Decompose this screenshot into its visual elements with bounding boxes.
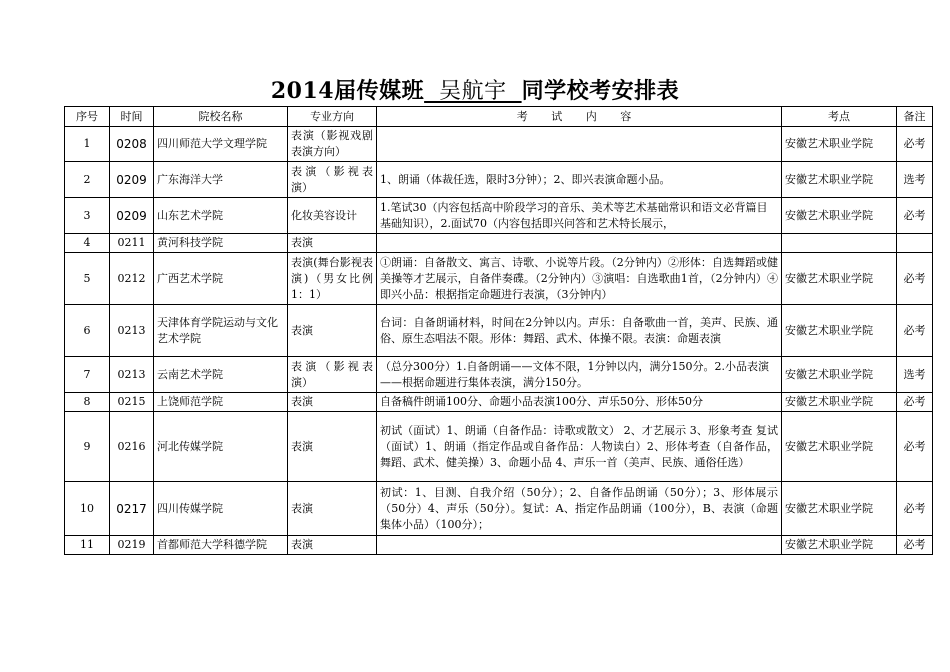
row-content: ①朗诵：自备散文、寓言、诗歌、小说等片段。（2分钟内）②形体：自选舞蹈或健美操等才艺展示，自备伴奏碟。（2分钟内）③演唱：自选歌曲1首，（2分钟内）④即兴小品：根据指定命题进行表演，（3分钟内） [377, 253, 782, 305]
row-note: 必考 [897, 253, 933, 305]
row-school: 四川传媒学院 [154, 482, 288, 536]
row-exam-site [782, 234, 897, 253]
table-row [65, 482, 933, 536]
row-note: 必考 [897, 412, 933, 482]
row-time: 0215 [110, 393, 154, 412]
row-school: 四川师范大学文理学院 [154, 127, 288, 162]
row-note [897, 234, 933, 253]
row-content [377, 536, 782, 555]
row-time: 0216 [110, 412, 154, 482]
table-row [65, 253, 933, 305]
table-row [65, 412, 933, 482]
row-content: 台词：自备朗诵材料，时间在2分钟以内。声乐：自备歌曲一首，美声、民族、通俗、原生态唱法不限。形体：舞蹈、武术、体操不限。表演：命题表演 [377, 305, 782, 357]
row-major: 化妆美容设计 [288, 198, 377, 234]
row-exam-site: 安徽艺术职业学院 [782, 253, 897, 305]
row-time: 0211 [110, 234, 154, 253]
row-major: 表演（影视表演） [288, 357, 377, 393]
row-exam-site: 安徽艺术职业学院 [782, 393, 897, 412]
row-no: 7 [65, 357, 110, 393]
row-major: 表演 [288, 536, 377, 555]
table-row [65, 127, 933, 162]
table-row [65, 536, 933, 555]
student-name: 吴航宇 [424, 79, 522, 104]
row-note: 必考 [897, 127, 933, 162]
row-exam-site: 安徽艺术职业学院 [782, 198, 897, 234]
row-exam-site: 安徽艺术职业学院 [782, 482, 897, 536]
row-content [377, 127, 782, 162]
table-row [65, 198, 933, 234]
row-content [377, 234, 782, 253]
row-school: 上饶师范学院 [154, 393, 288, 412]
row-no: 1 [65, 127, 110, 162]
row-major: 表演 [288, 305, 377, 357]
row-content: 自备稿件朗诵100分、命题小品表演100分、声乐50分、形体50分 [377, 393, 782, 412]
row-exam-site: 安徽艺术职业学院 [782, 536, 897, 555]
row-time: 0208 [110, 127, 154, 162]
row-content: 初试：1、目测、自我介绍（50分）；2、自备作品朗诵（50分）；3、形体展示（50分）4、声乐（50分）。复试：A、指定作品朗诵（100分），B、表演（命题集体小品）（100分）； [377, 482, 782, 536]
row-major: 表演 [288, 234, 377, 253]
row-major: 表演（影视表演） [288, 162, 377, 198]
row-time: 0209 [110, 198, 154, 234]
row-school: 云南艺术学院 [154, 357, 288, 393]
row-no: 10 [65, 482, 110, 536]
row-major: 表演 [288, 482, 377, 536]
row-no: 6 [65, 305, 110, 357]
header-school: 院校名称 [154, 107, 288, 127]
table-row [65, 162, 933, 198]
row-major: 表演 [288, 393, 377, 412]
row-time: 0213 [110, 357, 154, 393]
row-school: 广西艺术学院 [154, 253, 288, 305]
row-note: 选考 [897, 357, 933, 393]
row-note: 选考 [897, 162, 933, 198]
row-time: 0219 [110, 536, 154, 555]
row-no: 4 [65, 234, 110, 253]
row-content: （总分300分）1.自备朗诵——文体不限，1分钟以内，满分150分。2.小品表演——根据命题进行集体表演，满分150分。 [377, 357, 782, 393]
header-content: 考 试 内 容 [377, 107, 782, 127]
row-exam-site: 安徽艺术职业学院 [782, 357, 897, 393]
row-exam-site: 安徽艺术职业学院 [782, 305, 897, 357]
row-time: 0217 [110, 482, 154, 536]
row-time: 0212 [110, 253, 154, 305]
row-school: 广东海洋大学 [154, 162, 288, 198]
row-note: 必考 [897, 393, 933, 412]
row-exam-site: 安徽艺术职业学院 [782, 412, 897, 482]
header-row [65, 107, 933, 127]
document-title [0, 74, 950, 105]
title-suffix: 同学校考安排表 [521, 78, 680, 104]
table-row [65, 234, 933, 253]
row-exam-site: 安徽艺术职业学院 [782, 162, 897, 198]
row-note: 必考 [897, 198, 933, 234]
row-content: 1.笔试30（内容包括高中阶段学习的音乐、美术等艺术基础常识和语文必背篇目基础知识），2.面试70（内容包括即兴问答和艺术特长展示， [377, 198, 782, 234]
row-no: 2 [65, 162, 110, 198]
header-exam-site: 考点 [782, 107, 897, 127]
row-time: 0213 [110, 305, 154, 357]
row-content: 初试（面试）1、朗诵（自备作品：诗歌或散文） 2、才艺展示 3、形象考查 复试（面试）1、朗诵（指定作品或自备作品：人物读白）2、形体考查（自备作品，舞蹈、武术、健美操）3、命题小品 4、声乐一首（美声、民族、通俗任选） [377, 412, 782, 482]
table-row [65, 305, 933, 357]
row-no: 11 [65, 536, 110, 555]
row-note: 必考 [897, 536, 933, 555]
header-major: 专业方向 [288, 107, 377, 127]
row-no: 8 [65, 393, 110, 412]
row-major: 表演（影视戏剧表演方向） [288, 127, 377, 162]
title-prefix: 2014届传媒班 [270, 78, 425, 104]
row-content: 1、朗诵（体裁任选，限时3分钟）；2、即兴表演命题小品。 [377, 162, 782, 198]
row-time: 0209 [110, 162, 154, 198]
row-school: 首都师范大学科德学院 [154, 536, 288, 555]
table-row [65, 357, 933, 393]
header-no: 序号 [65, 107, 110, 127]
table-row [65, 393, 933, 412]
row-exam-site: 安徽艺术职业学院 [782, 127, 897, 162]
row-note: 必考 [897, 482, 933, 536]
row-note: 必考 [897, 305, 933, 357]
row-major: 表演(舞台影视表演)（男女比例1：1） [288, 253, 377, 305]
exam-schedule-table [64, 106, 933, 555]
row-school: 黄河科技学院 [154, 234, 288, 253]
row-school: 河北传媒学院 [154, 412, 288, 482]
row-no: 5 [65, 253, 110, 305]
row-no: 3 [65, 198, 110, 234]
row-school: 天津体育学院运动与文化艺术学院 [154, 305, 288, 357]
header-note: 备注 [897, 107, 933, 127]
header-time: 时间 [110, 107, 154, 127]
row-major: 表演 [288, 412, 377, 482]
row-school: 山东艺术学院 [154, 198, 288, 234]
row-no: 9 [65, 412, 110, 482]
